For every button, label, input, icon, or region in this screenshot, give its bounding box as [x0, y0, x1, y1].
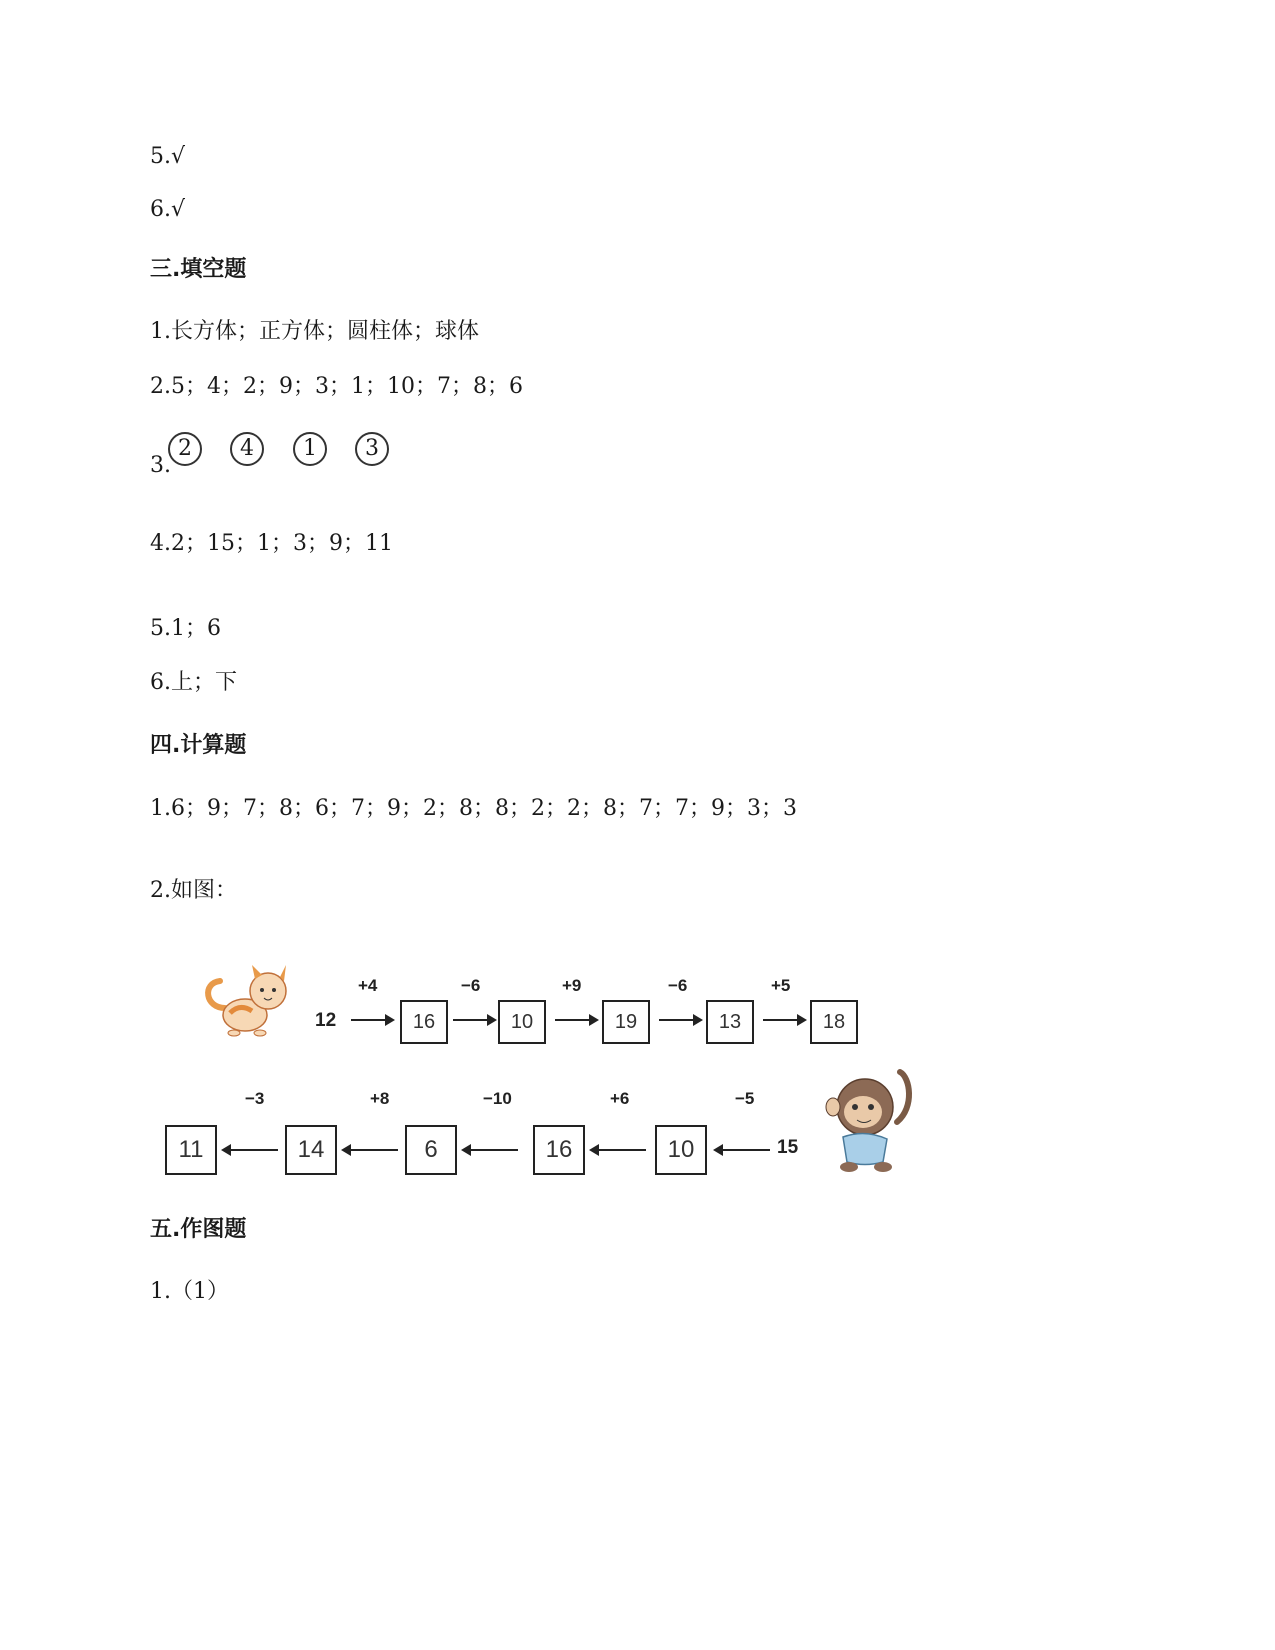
arrow-right [659, 1019, 701, 1021]
answer-box: 13 [706, 1000, 754, 1044]
fill-answer-6: 6.上；下 [150, 670, 237, 695]
cat-icon [200, 963, 310, 1043]
operation-label: +9 [562, 976, 582, 995]
operation-label: +6 [610, 1089, 630, 1108]
operation-label: −5 [735, 1089, 755, 1108]
operation-label: −6 [461, 976, 481, 995]
answer-box: 11 [165, 1125, 217, 1175]
fill-answer-4: 4.2；15；1；3；9；11 [150, 531, 393, 556]
operation-label: −3 [245, 1089, 265, 1108]
section-heading-fill-in: 三.填空题 [150, 257, 247, 282]
calculation-chain-figure [165, 975, 965, 1205]
calc-answer-1: 1.6；9；7；8；6；7；9；2；8；8；2；2；8；7；7；9；3；3 [150, 796, 797, 821]
operation-label: −10 [483, 1089, 512, 1108]
answer-box: 18 [810, 1000, 858, 1044]
answer-box: 6 [405, 1125, 457, 1175]
arrow-right [453, 1019, 495, 1021]
fill-answer-1: 1.长方体；正方体；圆柱体；球体 [150, 319, 479, 344]
operation-label: +8 [370, 1089, 390, 1108]
operation-label: +5 [771, 976, 791, 995]
start-number: 15 [777, 1137, 799, 1158]
arrow-left [591, 1149, 646, 1151]
arrow-right [763, 1019, 805, 1021]
arrow-left [715, 1149, 770, 1151]
fill-answer-5: 5.1；6 [150, 616, 221, 641]
fill-answer-3-prefix: 3. [150, 453, 171, 478]
answer-box: 16 [533, 1125, 585, 1175]
circled-number: 2 [168, 432, 202, 466]
answer-5-judge: 5.√ [150, 144, 186, 169]
arrow-right [351, 1019, 393, 1021]
section-heading-drawing: 五.作图题 [150, 1217, 247, 1242]
circled-number: 3 [355, 432, 389, 466]
arrow-left [463, 1149, 518, 1151]
operation-label: +4 [358, 976, 378, 995]
operation-label: −6 [668, 976, 688, 995]
drawing-answer-1: 1.（1） [150, 1279, 229, 1304]
start-number: 12 [315, 1010, 337, 1031]
fill-answer-2: 2.5；4；2；9；3；1；10；7；8；6 [150, 374, 523, 399]
arrow-right [555, 1019, 597, 1021]
answer-box: 10 [498, 1000, 546, 1044]
circled-number: 4 [230, 432, 264, 466]
answer-box: 19 [602, 1000, 650, 1044]
monkey-icon [815, 1067, 920, 1177]
section-heading-calculation: 四.计算题 [150, 733, 247, 758]
answer-box: 14 [285, 1125, 337, 1175]
arrow-left [343, 1149, 398, 1151]
answer-box: 16 [400, 1000, 448, 1044]
answer-6-judge: 6.√ [150, 197, 186, 222]
circled-number: 1 [293, 432, 327, 466]
answer-box: 10 [655, 1125, 707, 1175]
calc-answer-2: 2.如图： [150, 878, 237, 903]
arrow-left [223, 1149, 278, 1151]
